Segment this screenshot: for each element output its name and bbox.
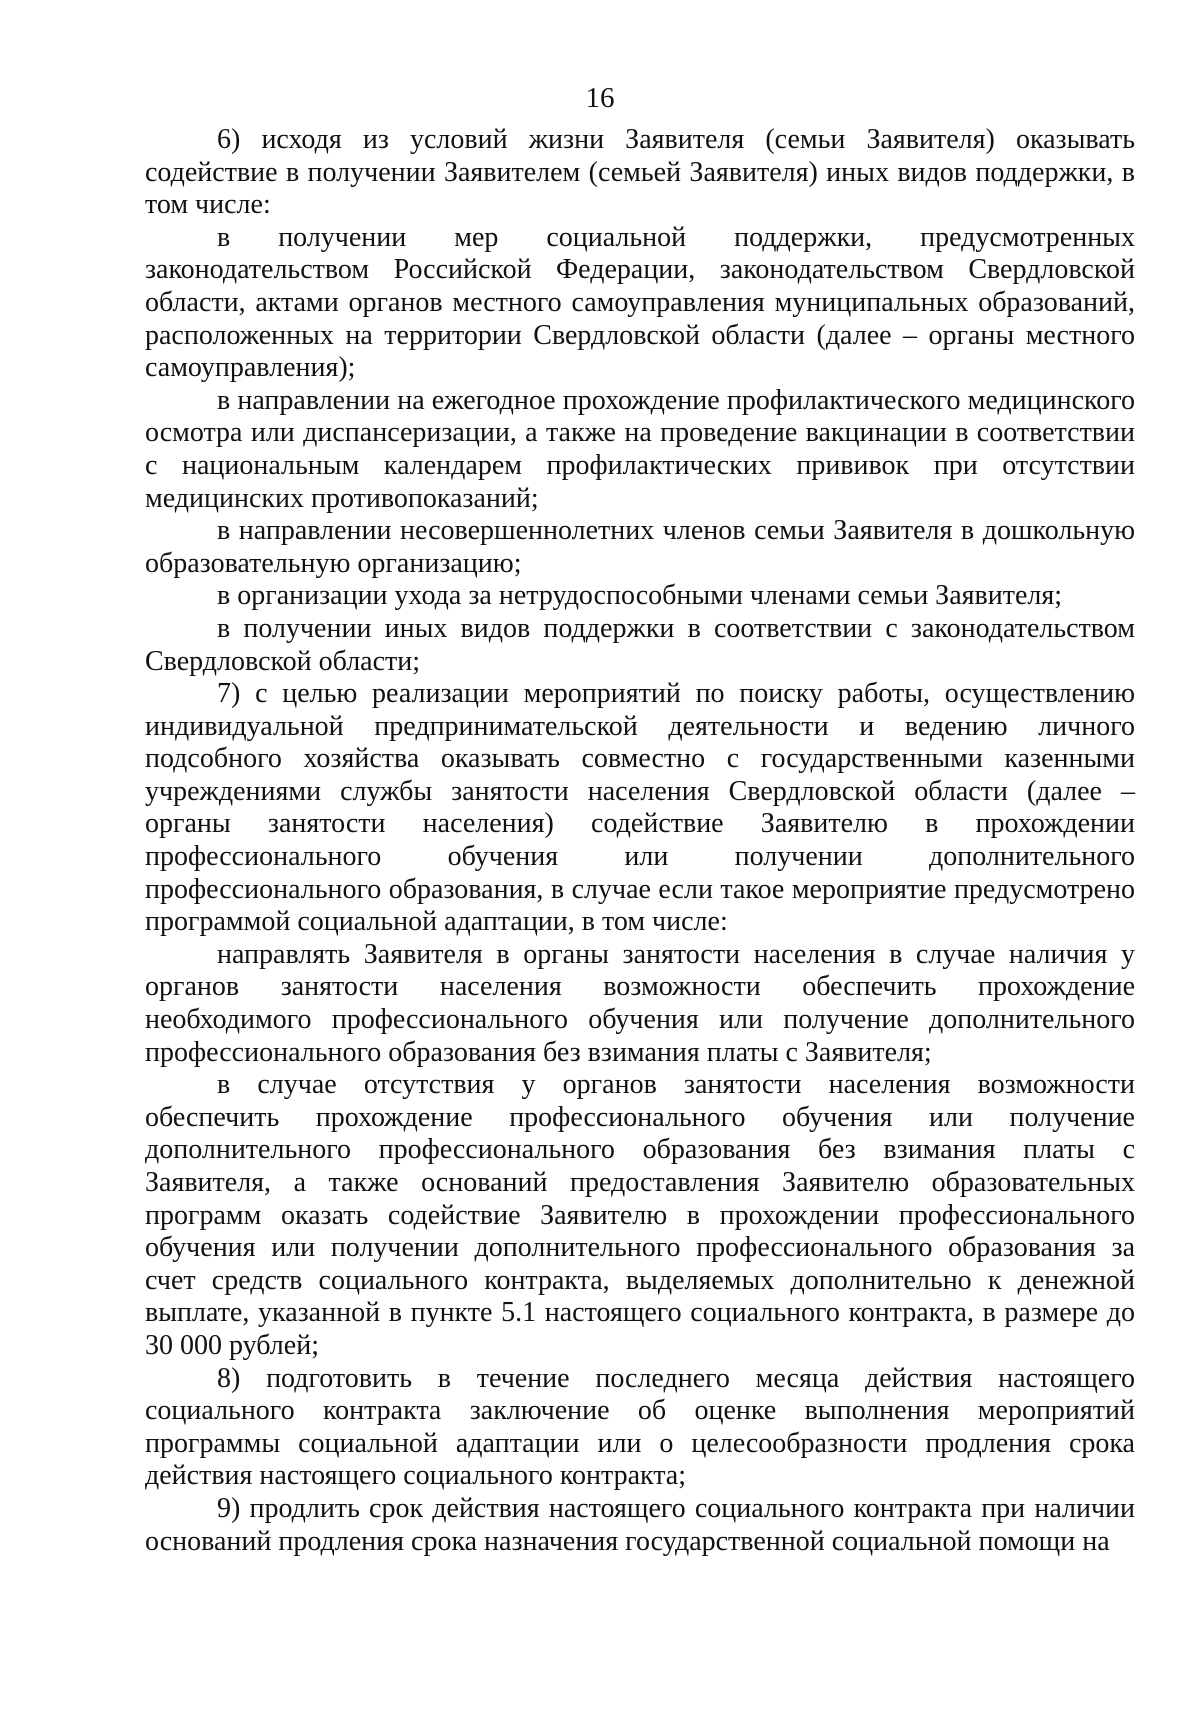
- paragraph-preschool: в направлении несовершеннолетних членов семьи Заявителя в дошкольную образовательную организацию;: [145, 515, 1135, 579]
- paragraph-other-support: в получении иных видов поддержки в соответствии с законодательством Свердловской области;: [145, 612, 1135, 677]
- paragraph-item-7: 7) с целью реализации мероприятий по поиску работы, осуществлению индивидуальной предпринимательской деятельности и ведению личного подсобного хозяйства оказывать совместно с государственными казенными учреждениями службы занятости населения Свердловской области (далее – органы занятости населения) содействие Заявителю в прохождении профессионального обучения или получении дополнительного профессионального образования, в случае если такое мероприятие предусмотрено программой социальной адаптации, в том числе:: [145, 678, 1135, 938]
- paragraph-item-9: 9) продлить срок действия настоящего социального контракта при наличии оснований продления срока назначения государственной социальной помощи на: [145, 1492, 1135, 1557]
- paragraph-item-8: 8) подготовить в течение последнего месяца действия настоящего социального контракта заключение об оценке выполнения мероприятий программы социальной адаптации или о целесообразности продления срока действия настоящего социального контракта;: [145, 1362, 1135, 1492]
- paragraph-care: в организации ухода за нетрудоспособными членами семьи Заявителя;: [217, 580, 1063, 612]
- document-body: [145, 124, 1135, 1558]
- paragraph-social-support: в получении мер социальной поддержки, предусмотренных законодательством Российской Федерации, законодательством Свердловской области, актами органов местного самоуправления муниципальных образований, расположенных на территории Свердловской области (далее – органы местного самоуправления);: [145, 221, 1135, 384]
- paragraph-employment-referral: направлять Заявителя в органы занятости населения в случае наличия у органов занятости населения возможности обеспечить прохождение необходимого профессионального обучения или получение дополнительного профессионального образования без взимания платы с Заявителя;: [145, 938, 1135, 1068]
- page-number: 16: [585, 82, 615, 114]
- paragraph-medical-checkup: в направлении на ежегодное прохождение профилактического медицинского осмотра или диспансеризации, а также на проведение вакцинации в соответствии с национальным календарем профилактических прививок при отсутствии медицинских противопоказаний;: [145, 384, 1135, 514]
- paragraph-item-6: 6) исходя из условий жизни Заявителя (семьи Заявителя) оказывать содействие в получении Заявителем (семьей Заявителя) иных видов поддержки, в том числе:: [145, 124, 1135, 221]
- paragraph-training-funding: в случае отсутствия у органов занятости населения возможности обеспечить прохождение профессионального обучения или получение дополнительного профессионального образования без взимания платы с Заявителя, а также оснований предоставления Заявителю образовательных программ оказать содействие Заявителю в прохождении профессионального обучения или получении дополнительного профессионального образования за счет средств социального контракта, выделяемых дополнительно к денежной выплате, указанной в пункте 5.1 настоящего социального контракта, в размере до 30 000 рублей;: [145, 1069, 1135, 1361]
